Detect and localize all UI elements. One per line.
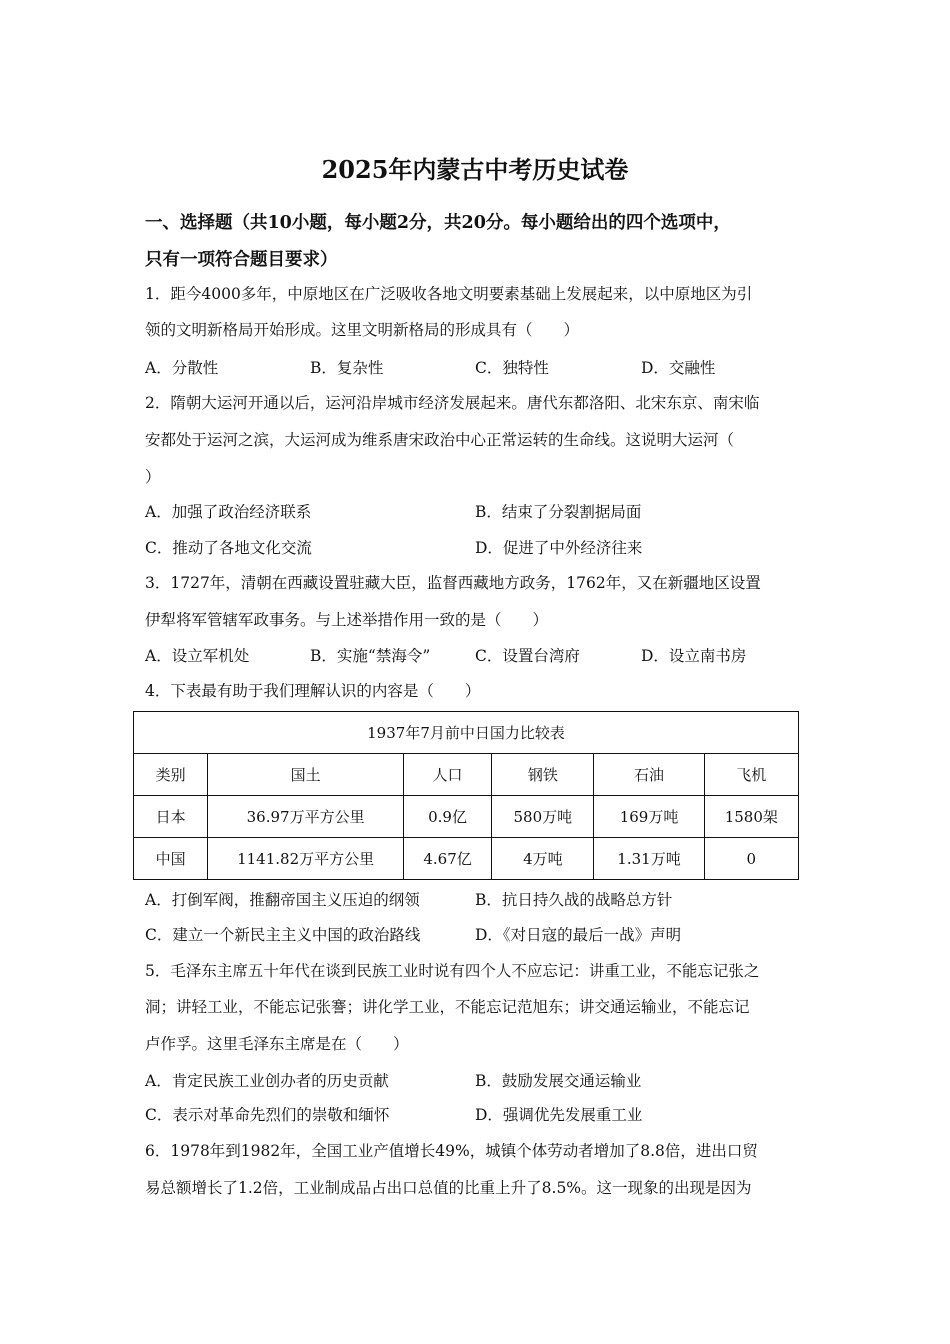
table-cell: 4.67亿 xyxy=(403,838,491,880)
table-row xyxy=(134,796,799,838)
table-cell: 580万吨 xyxy=(492,796,594,838)
table-header-row xyxy=(134,754,799,796)
question-2-option-a[interactable]: A．加强了政治经济联系 xyxy=(145,503,312,521)
question-6-line-2: 易总额增长了1.2倍，工业制成品占出口总值的比重上升了8.5%。这一现象的出现是因为 xyxy=(145,1179,752,1197)
table-header-cell: 人口 xyxy=(403,754,491,796)
question-1-option-b[interactable]: B．复杂性 xyxy=(310,359,384,377)
table-row xyxy=(134,838,799,880)
table-cell: 1580架 xyxy=(704,796,798,838)
table-cell: 1.31万吨 xyxy=(594,838,704,880)
table-header-cell: 钢铁 xyxy=(492,754,594,796)
table-cell: 36.97万平方公里 xyxy=(208,796,404,838)
table-cell: 0 xyxy=(704,838,798,880)
table-cell: 中国 xyxy=(134,838,208,880)
question-2-line-3: ） xyxy=(145,468,161,486)
table-header-cell: 国土 xyxy=(208,754,404,796)
question-3-line-1: 3．1727年，清朝在西藏设置驻藏大臣，监督西藏地方政务，1762年，又在新疆地区设置 xyxy=(145,574,761,592)
table-cell: 169万吨 xyxy=(594,796,704,838)
question-6-line-1: 6．1978年到1982年，全国工业产值增长49%，城镇个体劳动者增加了8.8倍，进出口贸 xyxy=(145,1142,758,1160)
question-4-line-1: 4．下表最有助于我们理解认识的内容是（ ） xyxy=(145,682,481,700)
question-5-option-d[interactable]: D．强调优先发展重工业 xyxy=(475,1106,643,1124)
question-5-option-a[interactable]: A．肯定民族工业创办者的历史贡献 xyxy=(145,1072,389,1090)
table-cell: 0.9亿 xyxy=(403,796,491,838)
question-5-line-1: 5．毛泽东主席五十年代在谈到民族工业时说有四个人不应忘记：讲重工业，不能忘记张之 xyxy=(145,962,760,980)
table-header-cell: 类别 xyxy=(134,754,208,796)
question-5-line-3: 卢作孚。这里毛泽东主席是在（ ） xyxy=(145,1035,409,1053)
question-1-option-c[interactable]: C．独特性 xyxy=(475,359,549,377)
question-2-line-1: 2．隋朝大运河开通以后，运河沿岸城市经济发展起来。唐代东都洛阳、北宋东京、南宋临 xyxy=(145,394,760,412)
question-3-line-2: 伊犁将军管辖军政事务。与上述举措作用一致的是（ ） xyxy=(145,611,549,629)
question-1-option-a[interactable]: A．分散性 xyxy=(145,359,219,377)
question-5-option-b[interactable]: B．鼓励发展交通运输业 xyxy=(475,1072,642,1090)
question-4-option-b[interactable]: B．抗日持久战的战略总方针 xyxy=(475,891,673,909)
question-5-option-c[interactable]: C．表示对革命先烈们的崇敬和缅怀 xyxy=(145,1106,390,1124)
question-3-option-d[interactable]: D．设立南书房 xyxy=(641,647,747,665)
question-5-line-2: 洞；讲轻工业，不能忘记张謇；讲化学工业，不能忘记范旭东；讲交通运输业，不能忘记 xyxy=(145,998,750,1016)
question-2-line-2: 安都处于运河之滨，大运河成为维系唐宋政治中心正常运转的生命线。这说明大运河（ xyxy=(145,431,735,449)
section-heading-line1: 一、选择题（共10小题，每小题2分，共20分。每小题给出的四个选项中， xyxy=(145,213,731,233)
question-1-line-1: 1．距今4000多年，中原地区在广泛吸收各地文明要素基础上发展起来，以中原地区为引 xyxy=(145,285,753,303)
table-caption: 1937年7月前中日国力比较表 xyxy=(134,712,799,754)
question-4-option-a[interactable]: A．打倒军阀，推翻帝国主义压迫的纲领 xyxy=(145,891,420,909)
question-2-option-d[interactable]: D．促进了中外经济往来 xyxy=(475,539,643,557)
question-4-option-d[interactable]: D．《对日寇的最后一战》声明 xyxy=(475,926,682,944)
table-header-cell: 飞机 xyxy=(704,754,798,796)
question-3-option-a[interactable]: A．设立军机处 xyxy=(145,647,250,665)
section-heading-line2: 只有一项符合题目要求） xyxy=(145,250,338,270)
table-cell: 4万吨 xyxy=(492,838,594,880)
table-cell: 日本 xyxy=(134,796,208,838)
table-cell: 1141.82万平方公里 xyxy=(208,838,404,880)
page-title: 2025年内蒙古中考历史试卷 xyxy=(321,155,629,184)
question-3-option-b[interactable]: B．实施“禁海令” xyxy=(310,647,431,665)
table-header-cell: 石油 xyxy=(594,754,704,796)
question-2-option-c[interactable]: C．推动了各地文化交流 xyxy=(145,539,312,557)
question-4-option-c[interactable]: C．建立一个新民主主义中国的政治路线 xyxy=(145,926,421,944)
question-1-line-2: 领的文明新格局开始形成。这里文明新格局的形成具有（ ） xyxy=(145,321,580,339)
question-3-option-c[interactable]: C．设置台湾府 xyxy=(475,647,580,665)
question-2-option-b[interactable]: B．结束了分裂割据局面 xyxy=(475,503,642,521)
comparison-table xyxy=(133,711,799,880)
question-1-option-d[interactable]: D．交融性 xyxy=(641,359,716,377)
